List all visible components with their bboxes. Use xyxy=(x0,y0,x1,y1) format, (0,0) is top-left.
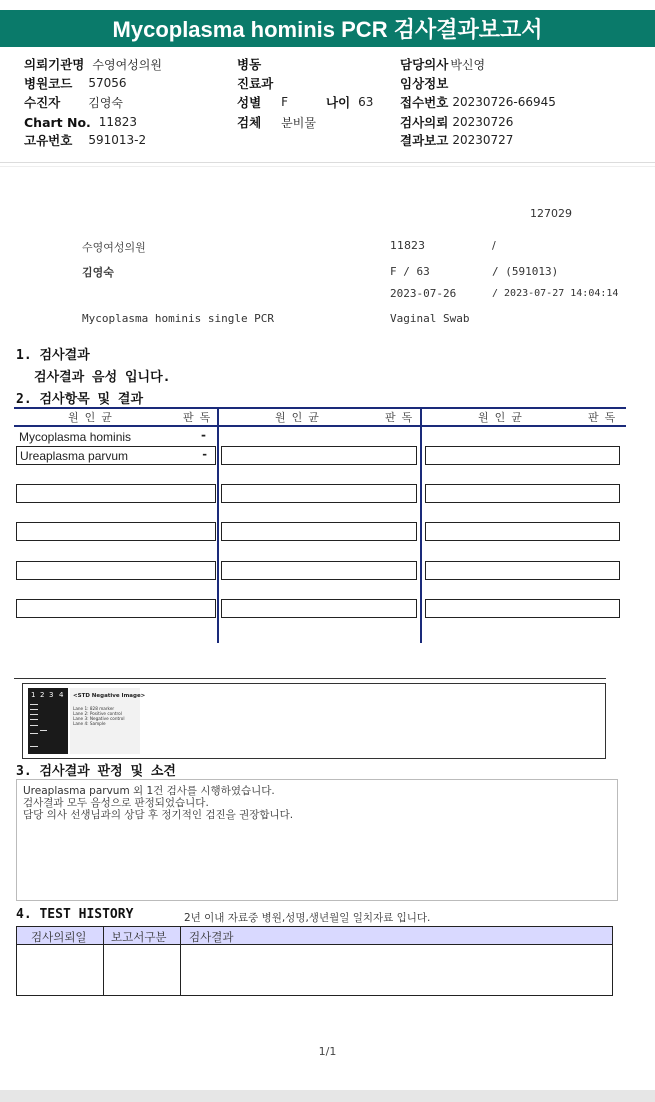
opinion-box xyxy=(16,779,618,901)
opinion-line: 담당 의사 선생님과의 상담 후 정기적인 검진을 권장합니다. xyxy=(23,809,294,821)
header-divider xyxy=(0,162,655,163)
gel-marker-band xyxy=(30,704,38,705)
gel-positive-band xyxy=(40,730,47,731)
pathogen-result: - xyxy=(201,428,206,442)
gel-legend-panel xyxy=(70,688,146,754)
empty-result-cell xyxy=(16,561,216,580)
pathogen-name: Mycoplasma hominis xyxy=(19,430,132,444)
value-report-date: 20230727 xyxy=(452,133,514,147)
col-head-judgement-1: 판독 xyxy=(183,411,217,424)
section1-title: 1. 검사결과 xyxy=(16,348,90,363)
gel-panel-title: <STD Negative Image> xyxy=(73,693,146,699)
gel-image-box xyxy=(22,683,606,759)
empty-result-cell xyxy=(16,599,216,618)
results-grid-divider-1 xyxy=(217,407,219,643)
empty-result-cell xyxy=(425,599,620,618)
gel-marker-band xyxy=(30,719,38,720)
section1-result: 검사결과 음성 입니다. xyxy=(34,370,171,385)
label-report-date: 결과보고 xyxy=(400,133,449,148)
header-row-request-date xyxy=(400,113,513,131)
info-date-report: / 2023-07-27 14:04:14 xyxy=(492,288,619,299)
gel-legend-item: Lane 1: 828 marker xyxy=(73,706,115,711)
value-chart-no: 11823 xyxy=(98,115,137,129)
label-receipt-no: 접수번호 xyxy=(400,95,449,110)
gel-lane-number: 2 xyxy=(40,691,45,699)
empty-result-cell xyxy=(425,522,620,541)
col-head-pathogen-2: 원인균 xyxy=(275,411,325,424)
value-hospital-code: 57056 xyxy=(88,76,127,90)
gel-marker-band xyxy=(30,733,38,734)
section4-title: 4. TEST HISTORY xyxy=(16,907,134,922)
col-head-pathogen-3: 원인균 xyxy=(478,411,528,424)
opinion-line: 검사결과 모두 음성으로 판정되었습니다. xyxy=(23,797,209,809)
header-row-ward xyxy=(237,55,261,73)
col-head-judgement-2: 판독 xyxy=(385,411,419,424)
empty-result-cell xyxy=(221,446,417,465)
info-specimen: Vaginal Swab xyxy=(390,312,470,325)
empty-result-cell xyxy=(425,446,620,465)
header-row-specimen xyxy=(237,113,316,131)
gel-lane-number: 4 xyxy=(59,691,64,699)
label-ward: 병동 xyxy=(237,57,262,72)
label-doctor: 담당의사 xyxy=(400,57,449,72)
header-row-patient xyxy=(24,93,123,111)
header-row-receipt-no xyxy=(400,93,556,111)
label-request-date: 검사의뢰 xyxy=(400,115,449,130)
history-col-report-type: 보고서구분 xyxy=(111,930,167,944)
header-row-dept xyxy=(237,74,273,92)
results-grid-divider-2 xyxy=(420,407,422,643)
label-specimen: 검체 xyxy=(237,115,262,130)
result-row xyxy=(16,446,216,465)
label-institution: 의뢰기관명 xyxy=(24,57,85,72)
section3-title: 3. 검사결과 판정 및 소견 xyxy=(16,764,176,779)
gel-legend-item: Lane 4: Sample xyxy=(73,721,106,726)
value-unique-no: 591013-2 xyxy=(88,133,147,147)
col-head-pathogen-1: 원인균 xyxy=(68,411,118,424)
header-row-doctor xyxy=(400,55,485,73)
gel-legend-item: Lane 3: Negative control xyxy=(73,716,125,721)
value-patient: 김영숙 xyxy=(88,95,124,110)
header-row-age xyxy=(326,93,373,111)
pathogen-result: - xyxy=(202,447,207,461)
gel-lane-number: 3 xyxy=(49,691,54,699)
result-row xyxy=(16,428,214,447)
gel-separator xyxy=(14,678,606,679)
history-col-result: 검사결과 xyxy=(189,930,234,944)
value-receipt-no: 20230726-66945 xyxy=(452,95,556,109)
label-age: 나이 xyxy=(326,95,351,110)
history-col-request-date: 검사의뢰일 xyxy=(31,930,87,944)
info-sex-age: F / 63 xyxy=(390,265,430,278)
value-sex: F xyxy=(281,95,289,109)
header-row-sex xyxy=(237,93,288,111)
info-slash: / xyxy=(492,239,496,252)
label-dept: 진료과 xyxy=(237,76,274,91)
gel-legend-item: Lane 2: Positive control xyxy=(73,711,122,716)
results-grid-header-line xyxy=(14,425,626,427)
report-title: Mycoplasma hominis PCR 검사결과보고서 xyxy=(0,10,655,47)
header-row-institution xyxy=(24,55,162,73)
gel-marker-band xyxy=(30,714,38,715)
header-row-clinical-info xyxy=(400,74,456,92)
history-table xyxy=(16,926,613,996)
info-date-request: 2023-07-26 xyxy=(390,287,457,300)
empty-result-cell xyxy=(221,484,417,503)
col-head-judgement-3: 판독 xyxy=(588,411,622,424)
label-clinical-info: 임상정보 xyxy=(400,76,449,91)
history-note: 2년 이내 자료중 병원,성명,생년월일 일치자료 입니다. xyxy=(184,912,431,924)
gel-marker-band xyxy=(30,725,38,726)
header-row-unique-no xyxy=(24,131,146,149)
value-institution: 수영여성의원 xyxy=(92,57,162,72)
gel-lane-number: 1 xyxy=(31,691,36,699)
gel-marker-band xyxy=(30,746,38,747)
info-patient-name: 김영숙 xyxy=(82,266,114,279)
label-sex: 성별 xyxy=(237,95,262,110)
label-chart-no: Chart No. xyxy=(24,114,91,130)
label-patient: 수진자 xyxy=(24,95,61,110)
empty-result-cell xyxy=(221,522,417,541)
section2-title: 2. 검사항목 및 결과 xyxy=(16,392,144,407)
header-divider-secondary xyxy=(0,166,655,167)
page-bottom-band xyxy=(0,1090,655,1102)
page-number: 1/1 xyxy=(318,1045,337,1058)
header-row-chart-no xyxy=(24,113,137,131)
empty-result-cell xyxy=(16,484,216,503)
report-code: 127029 xyxy=(530,207,572,220)
label-hospital-code: 병원코드 xyxy=(24,76,73,91)
label-unique-no: 고유번호 xyxy=(24,133,73,148)
gel-electrophoresis-image xyxy=(28,688,68,754)
gel-marker-band xyxy=(30,709,38,710)
header-row-hospital-code xyxy=(24,74,127,92)
value-request-date: 20230726 xyxy=(452,115,514,129)
info-chart-no: 11823 xyxy=(390,239,425,252)
opinion-line: Ureaplasma parvum 외 1건 검사를 시행하였습니다. xyxy=(23,785,275,797)
info-test-name: Mycoplasma hominis single PCR xyxy=(82,312,275,325)
empty-result-cell xyxy=(221,599,417,618)
empty-result-cell xyxy=(221,561,417,580)
info-hospital: 수영여성의원 xyxy=(82,241,146,254)
value-doctor: 박신영 xyxy=(450,57,486,72)
empty-result-cell xyxy=(16,522,216,541)
header-row-report-date xyxy=(400,131,513,149)
empty-result-cell xyxy=(425,484,620,503)
value-age: 63 xyxy=(358,95,374,109)
pathogen-name: Ureaplasma parvum xyxy=(20,449,129,463)
value-specimen: 분비물 xyxy=(281,115,316,130)
empty-result-cell xyxy=(425,561,620,580)
info-reg-id: / (591013) xyxy=(492,265,559,278)
